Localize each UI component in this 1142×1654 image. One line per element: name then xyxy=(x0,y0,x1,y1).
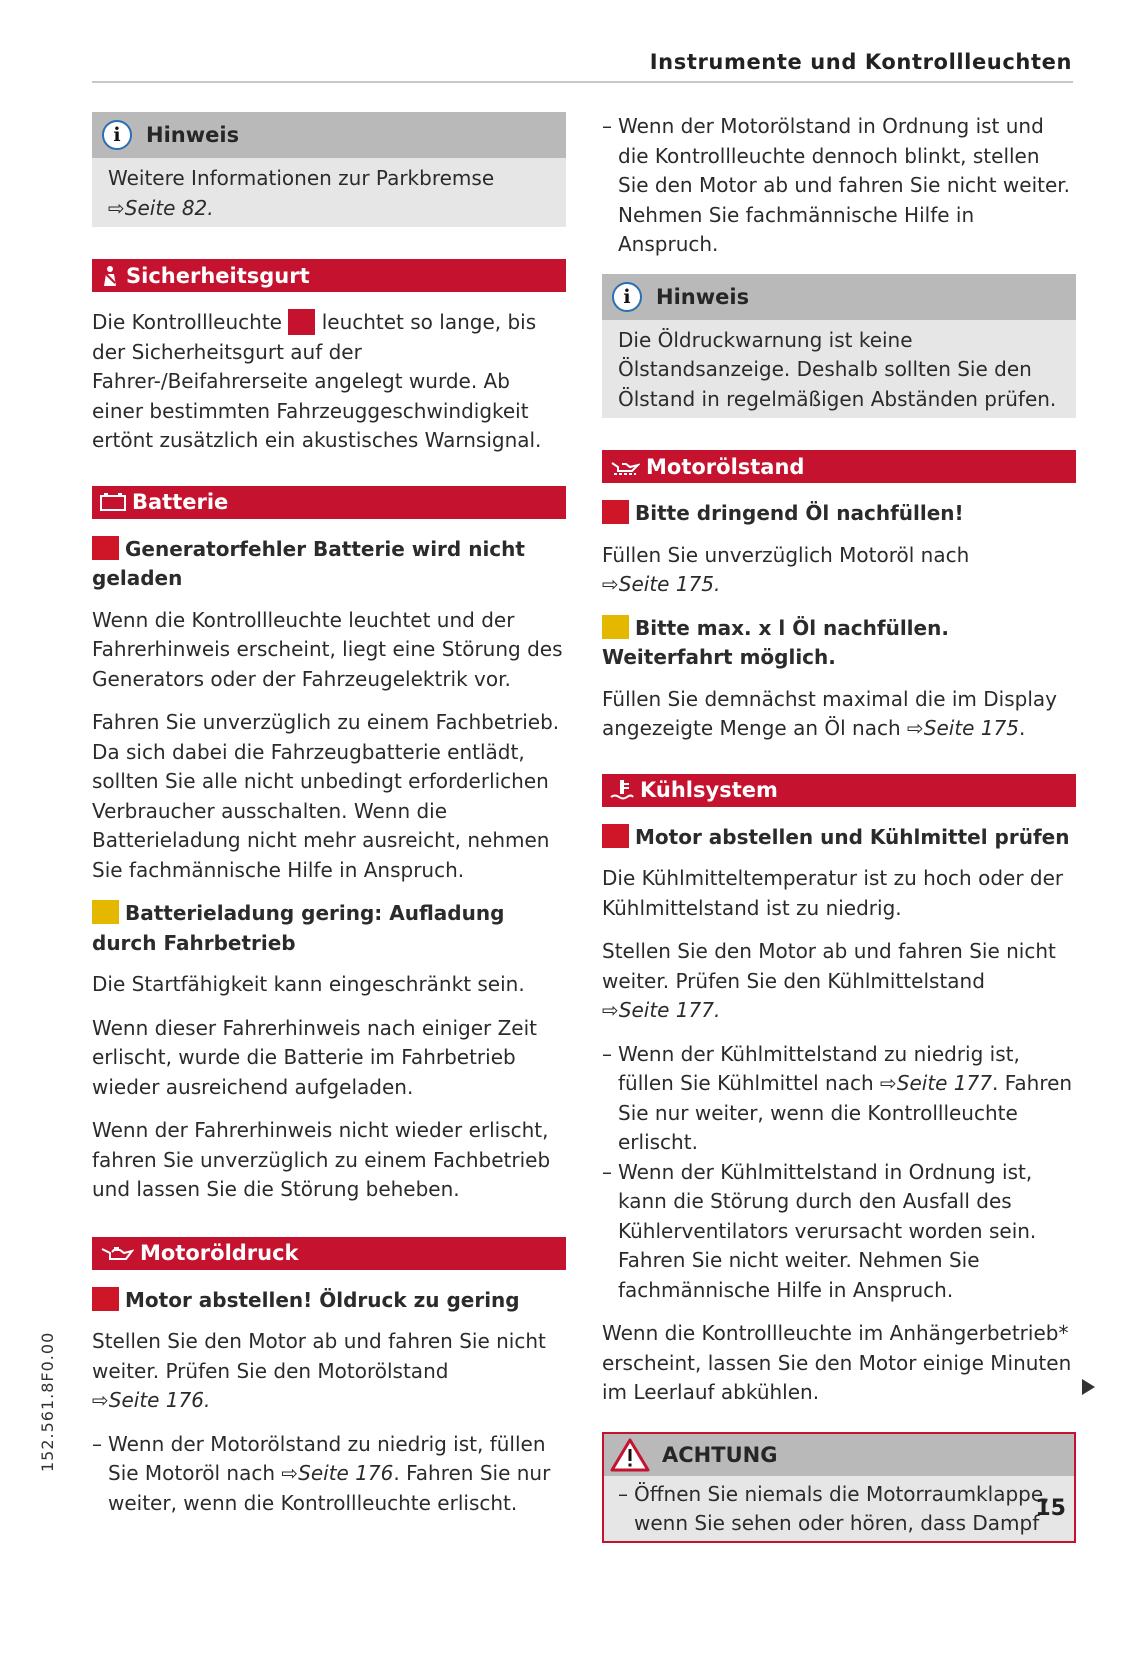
oillevel-p1 xyxy=(602,541,1076,600)
oilpressure-p1-ref[interactable]: ⇨Seite 176. xyxy=(92,1388,211,1412)
battery-icon xyxy=(100,493,126,511)
right-column xyxy=(602,112,1076,1543)
section-seatbelt-title: Sicherheitsgurt xyxy=(126,263,310,288)
cooling-subheading xyxy=(602,823,1076,853)
oilpressure-list xyxy=(92,1430,566,1519)
oilcan-icon xyxy=(100,1245,134,1261)
oilpressure-lamp-icon xyxy=(92,1287,119,1311)
note-title: Hinweis xyxy=(146,123,240,147)
note-title: Hinweis xyxy=(656,284,750,309)
oilpressure-li1-end: . Fahren Sie nur weiter, wenn die Kontrollleuchte erlischt. xyxy=(108,1461,551,1515)
section-oilpressure-title: Motoröldruck xyxy=(140,1241,299,1265)
oillevel-sub1-text: Bitte dringend Öl nachfüllen! xyxy=(635,501,964,525)
oilpressure-sub1-text: Motor abstellen! Öldruck zu gering xyxy=(125,1287,520,1312)
oilpressure-p1 xyxy=(92,1327,566,1416)
oillevel-subheading-urgent xyxy=(602,499,1076,529)
oillevel-lamp-yellow-icon xyxy=(602,615,629,639)
section-seatbelt-header xyxy=(92,259,566,292)
coolant-icon xyxy=(610,779,634,801)
page-number: 15 xyxy=(1035,1496,1066,1521)
list-item xyxy=(92,1430,566,1519)
battery-sub1-text: Generatorfehler Batterie wird nicht geladen xyxy=(92,536,525,590)
list-item: – Wenn der Motorölstand in Ordnung ist und die Kontrollleuchte dennoch blinkt, stellen Sie den Motor ab und fahren Sie nicht weiter. Nehmen Sie fachmännische Hilfe in Anspruch. xyxy=(602,112,1076,260)
cooling-li1-ref[interactable]: ⇨Seite 177 xyxy=(880,1071,993,1095)
oillevel-p1-ref[interactable]: ⇨Seite 175. xyxy=(602,572,721,596)
warning-title: ACHTUNG xyxy=(662,1442,778,1467)
warning-triangle-icon xyxy=(610,1438,650,1472)
oilpressure-li1-text: Wenn der Motorölstand zu niedrig ist, füllen Sie Motoröl nach xyxy=(108,1431,546,1485)
battery-subheading-low-charge xyxy=(92,899,566,958)
oilcan-icon xyxy=(610,459,640,475)
oilpressure-li1-ref[interactable]: ⇨Seite 176 xyxy=(281,1461,394,1485)
oillevel-p2-ref[interactable]: ⇨Seite 175 xyxy=(907,716,1019,740)
section-cooling-title: Kühlsystem xyxy=(640,778,778,802)
cooling-p2-text: Stellen Sie den Motor ab und fahren Sie nicht weiter. Prüfen Sie den Kühlmittelstand xyxy=(602,939,1056,993)
battery-p2: Fahren Sie unverzüglich zu einem Fachbetrieb. Da sich dabei die Fahrzeugbatterie entlädt, sollten Sie alle nicht unbedingt erforderlichen Verbraucher ausschalten. Wenn die Batterieladung nicht mehr ausreicht, nehmen Sie fachmännische Hilfe in Anspruch. xyxy=(92,710,560,882)
battery-lamp-red-icon xyxy=(92,536,119,560)
battery-subheading-generator xyxy=(92,535,566,594)
cooling-lamp-icon xyxy=(602,824,629,848)
cooling-li1-text: Wenn der Kühlmittelstand zu niedrig ist, füllen Sie Kühlmittel nach xyxy=(618,1041,1020,1095)
cooling-sub1-text: Motor abstellen und Kühlmittel prüfen xyxy=(635,824,1070,849)
warning-header xyxy=(604,1434,1074,1476)
seatbelt-text-start: Die Kontrollleuchte xyxy=(92,310,282,334)
cooling-list xyxy=(602,1040,1076,1306)
seatbelt-icon xyxy=(100,265,120,287)
warning-list xyxy=(618,1480,1060,1539)
seatbelt-paragraph xyxy=(92,308,566,456)
note-body xyxy=(92,158,566,227)
note-page-reference[interactable]: ⇨Seite 82. xyxy=(108,195,214,220)
page-header-title: Instrumente und Kontrollleuchten xyxy=(649,50,1072,74)
section-oillevel-title: Motorölstand xyxy=(646,454,805,479)
info-icon: i xyxy=(612,282,642,312)
battery-p1: Wenn die Kontrollleuchte leuchtet und der Fahrerhinweis erscheint, liegt eine Störung des Generators oder der Fahrzeugelektrik vor. xyxy=(92,607,563,691)
continue-arrow-icon xyxy=(1082,1379,1095,1395)
oilpressure-subheading xyxy=(92,1286,566,1316)
document-code: 152.561.8F0.00 xyxy=(38,1331,57,1472)
note-header xyxy=(92,112,566,158)
cooling-p2-ref[interactable]: ⇨Seite 177. xyxy=(602,998,721,1022)
section-oilpressure-header xyxy=(92,1237,566,1270)
cooling-p2 xyxy=(602,937,1076,1026)
oillevel-p1-text: Füllen Sie unverzüglich Motoröl nach xyxy=(602,542,970,567)
note-box-parking-brake xyxy=(92,112,566,227)
oillevel-p2-end: . xyxy=(1019,716,1026,740)
note-box-oil-pressure xyxy=(602,274,1076,419)
battery-p5: Wenn der Fahrerhinweis nicht wieder erlischt, fahren Sie unverzüglich zu einem Fachbetrieb und lassen Sie die Störung beheben. xyxy=(92,1118,551,1201)
oillevel-p2 xyxy=(602,685,1076,744)
list-item xyxy=(602,1040,1076,1158)
header-divider xyxy=(92,81,1073,83)
oillevel-lamp-red-icon xyxy=(602,500,629,524)
cooling-p3: Wenn die Kontrollleuchte im Anhängerbetrieb* erscheint, lassen Sie den Motor einige Minuten im Leerlauf abkühlen. xyxy=(602,1321,1072,1404)
list-item: – Öffnen Sie niemals die Motorraumklappe, wenn Sie sehen oder hören, dass Dampf xyxy=(618,1480,1060,1539)
oillevel-sub2-text: Bitte max. x l Öl nachfüllen. Weiterfahrt möglich. xyxy=(602,615,949,669)
left-column xyxy=(92,112,566,1532)
seatbelt-text-end: leuchtet so lange, bis der Sicherheitsgurt auf der Fahrer-/Beifahrerseite angelegt wurde. Ab einer bestimmten Fahrzeuggeschwindigkeit ertönt zusätzlich ein akustisches Warnsignal. xyxy=(92,310,542,452)
battery-p4: Wenn dieser Fahrerhinweis nach einiger Zeit erlischt, wurde die Batterie im Fahrbetrieb wieder ausreichend aufgeladen. xyxy=(92,1015,537,1099)
cooling-p1: Die Kühlmitteltemperatur ist zu hoch oder der Kühlmittelstand ist zu niedrig. xyxy=(602,866,1064,920)
battery-sub2-text: Batterieladung gering: Aufladung durch Fahrbetrieb xyxy=(92,901,505,955)
note-text: Weitere Informationen zur Parkbremse xyxy=(108,166,495,190)
section-oillevel-header xyxy=(602,450,1076,483)
info-icon: i xyxy=(102,120,132,150)
oillevel-subheading-max xyxy=(602,614,1076,673)
oilpressure-p1-text: Stellen Sie den Motor ab und fahren Sie nicht weiter. Prüfen Sie den Motorölstand xyxy=(92,1329,546,1383)
warning-box xyxy=(602,1432,1076,1543)
section-cooling-header xyxy=(602,774,1076,807)
note-header xyxy=(602,274,1076,320)
warning-body xyxy=(604,1476,1074,1541)
battery-lamp-yellow-icon xyxy=(92,900,119,924)
section-battery-title: Batterie xyxy=(132,490,229,514)
note-body: Die Öldruckwarnung ist keine Ölstandsanzeige. Deshalb sollten Sie den Ölstand in regelmäßigen Abständen prüfen. xyxy=(618,327,1057,411)
list-item: – Wenn der Kühlmittelstand in Ordnung ist, kann die Störung durch den Ausfall des Kühlerventilators verursacht worden sein. Fahren Sie nicht weiter. Nehmen Sie fachmännische Hilfe in Anspruch. xyxy=(602,1158,1076,1306)
battery-p3: Die Startfähigkeit kann eingeschränkt sein. xyxy=(92,972,525,996)
section-battery-header xyxy=(92,486,566,519)
oilpressure-list-continued xyxy=(602,112,1076,260)
oillevel-p2-text: Füllen Sie demnächst maximal die im Display angezeigte Menge an Öl nach xyxy=(602,686,1057,740)
cooling-li1-end: . Fahren Sie nur weiter, wenn die Kontrollleuchte erlischt. xyxy=(618,1071,1073,1154)
seatbelt-lamp-icon xyxy=(288,309,315,335)
